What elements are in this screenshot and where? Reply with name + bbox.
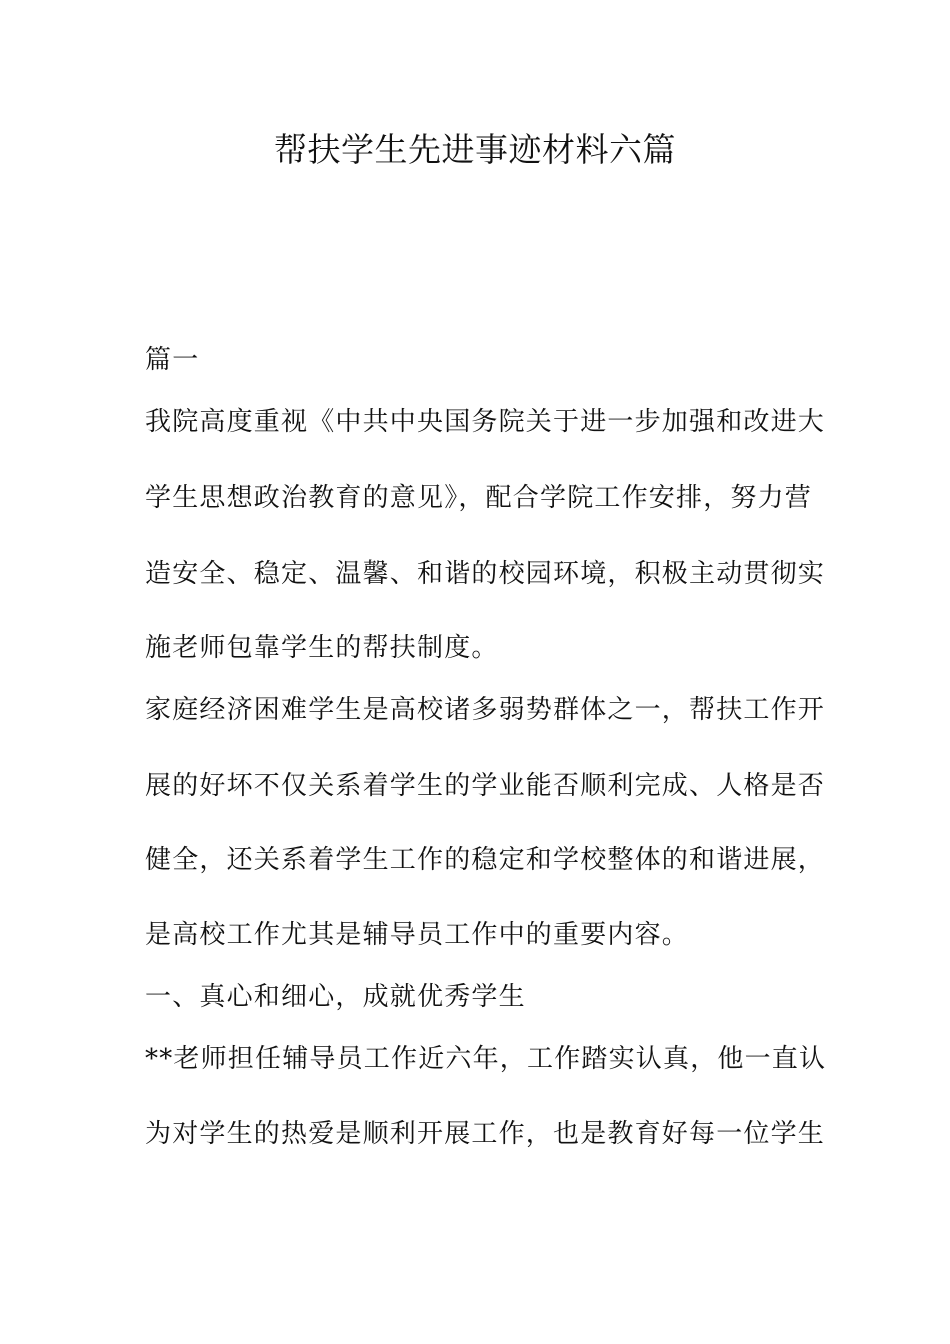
paragraph-line: 造安全、稳定、温馨、和谐的校园环境，积极主动贯彻实: [145, 559, 826, 589]
paragraph-line: 为对学生的热爱是顺利开展工作，也是教育好每一位学生: [145, 1119, 826, 1149]
paragraph-line: 学生思想政治教育的意见》，配合学院工作安排，努力营: [145, 483, 813, 513]
paragraph-line: 健全，还关系着学生工作的稳定和学校整体的和谐进展，: [145, 845, 826, 875]
paragraph-line: 家庭经济困难学生是高校诸多弱势群体之一，帮扶工作开: [145, 695, 826, 725]
paragraph-line: 我院高度重视《中共中央国务院关于进一步加强和改进大: [145, 407, 826, 437]
paragraph-line: 施老师包靠学生的帮扶制度。: [145, 633, 499, 663]
subsection-heading: 一、真心和细心，成就优秀学生: [145, 982, 526, 1012]
document-title: 帮扶学生先进事迹材料六篇: [274, 130, 676, 169]
paragraph-line: 是高校工作尤其是辅导员工作中的重要内容。: [145, 920, 690, 950]
paragraph-line: 展的好坏不仅关系着学生的学业能否顺利完成、人格是否: [145, 771, 826, 801]
section-heading: 篇一: [145, 345, 200, 375]
paragraph-line: **老师担任辅导员工作近六年，工作踏实认真，他一直认: [145, 1044, 827, 1074]
